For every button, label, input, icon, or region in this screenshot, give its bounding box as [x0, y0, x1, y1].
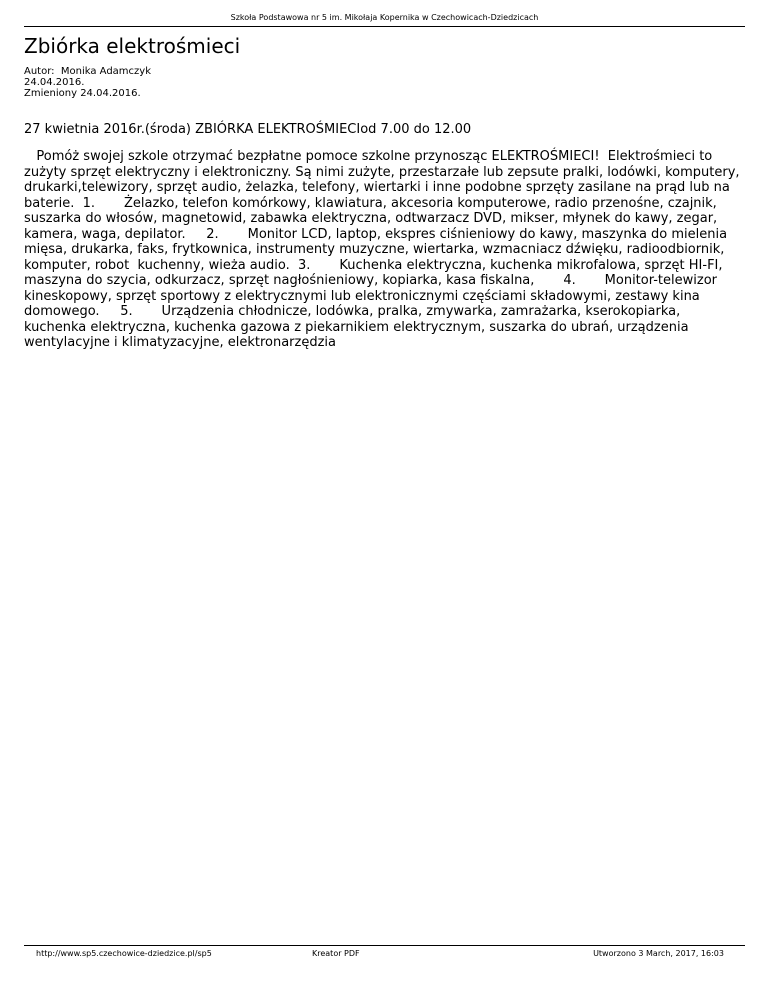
footer-created: Utworzono 3 March, 2017, 16:03	[593, 949, 724, 958]
article-body: Pomóż swojej szkole otrzymać bezpłatne pomoce szkolne przynosząc ELEKTROŚMIECI! Elektrośmieci to zużyty sprzęt elektryczny i elektroniczny. Są nimi zużyte, przestarzałe lub zepsute pralki, lodówki, komputery, drukarki,telewizory, sprzęt audio, żelazka, telefony, wiertarki i inne podobne sprzęty zasilane na prąd lub na baterie. 1. Żelazko, telefon komórkowy, klawiatura, akcesoria komputerowe, radio przenośne, czajnik, suszarka do włosów, magnetowid, zabawka elektryczna, odtwarzacz DVD, mikser, młynek do kawy, zegar, kamera, waga, depilator. 2. Monitor LCD, laptop, ekspres ciśnieniowy do kawy, maszynka do mielenia mięsa, drukarka, faks, frytkownica, instrumenty muzyczne, wiertarka, wzmacniacz dźwięku, radioodbiornik, komputer, robot kuchenny, wieża audio. 3. Kuchenka elektryczna, kuchenka mikrofalowa, sprzęt HI-FI, maszyna do szycia, odkurzacz, sprzęt nagłośnieniowy, kopiarka, kasa fiskalna, 4. Monitor-telewizor kineskopowy, sprzęt sportowy z elektrycznymi lub elektronicznymi częściami składowymi, zestawy kina domowego. 5. Urządzenia chłodnicze, lodówka, pralka, zmywarka, zamrażarka, kserokopiarka, kuchenka elektryczna, kuchenka gazowa z piekarnikiem elektrycznym, suszarka do ubrań, urządzenia wentylacyjne i klimatyzacyjne, elektronarzędzia	[24, 149, 744, 350]
modified-line: Zmieniony 24.04.2016.	[24, 88, 141, 99]
page-footer	[24, 949, 745, 959]
article-lead: 27 kwietnia 2016r.(środa) ZBIÓRKA ELEKTROŚMIECIod 7.00 do 12.00	[24, 122, 472, 137]
header-divider	[24, 26, 745, 27]
footer-divider	[24, 945, 745, 946]
footer-url[interactable]: http://www.sp5.czechowice-dziedzice.pl/sp5	[36, 949, 212, 958]
article-meta	[24, 66, 744, 99]
article-title: Zbiórka elektrośmieci	[24, 34, 241, 58]
date-line: 24.04.2016.	[24, 77, 85, 88]
author-line: Autor: Monika Adamczyk	[24, 66, 152, 77]
page-header: Szkoła Podstawowa nr 5 im. Mikołaja Kopernika w Czechowicach-Dziedzicach	[230, 13, 539, 22]
footer-generator: Kreator PDF	[312, 949, 360, 958]
